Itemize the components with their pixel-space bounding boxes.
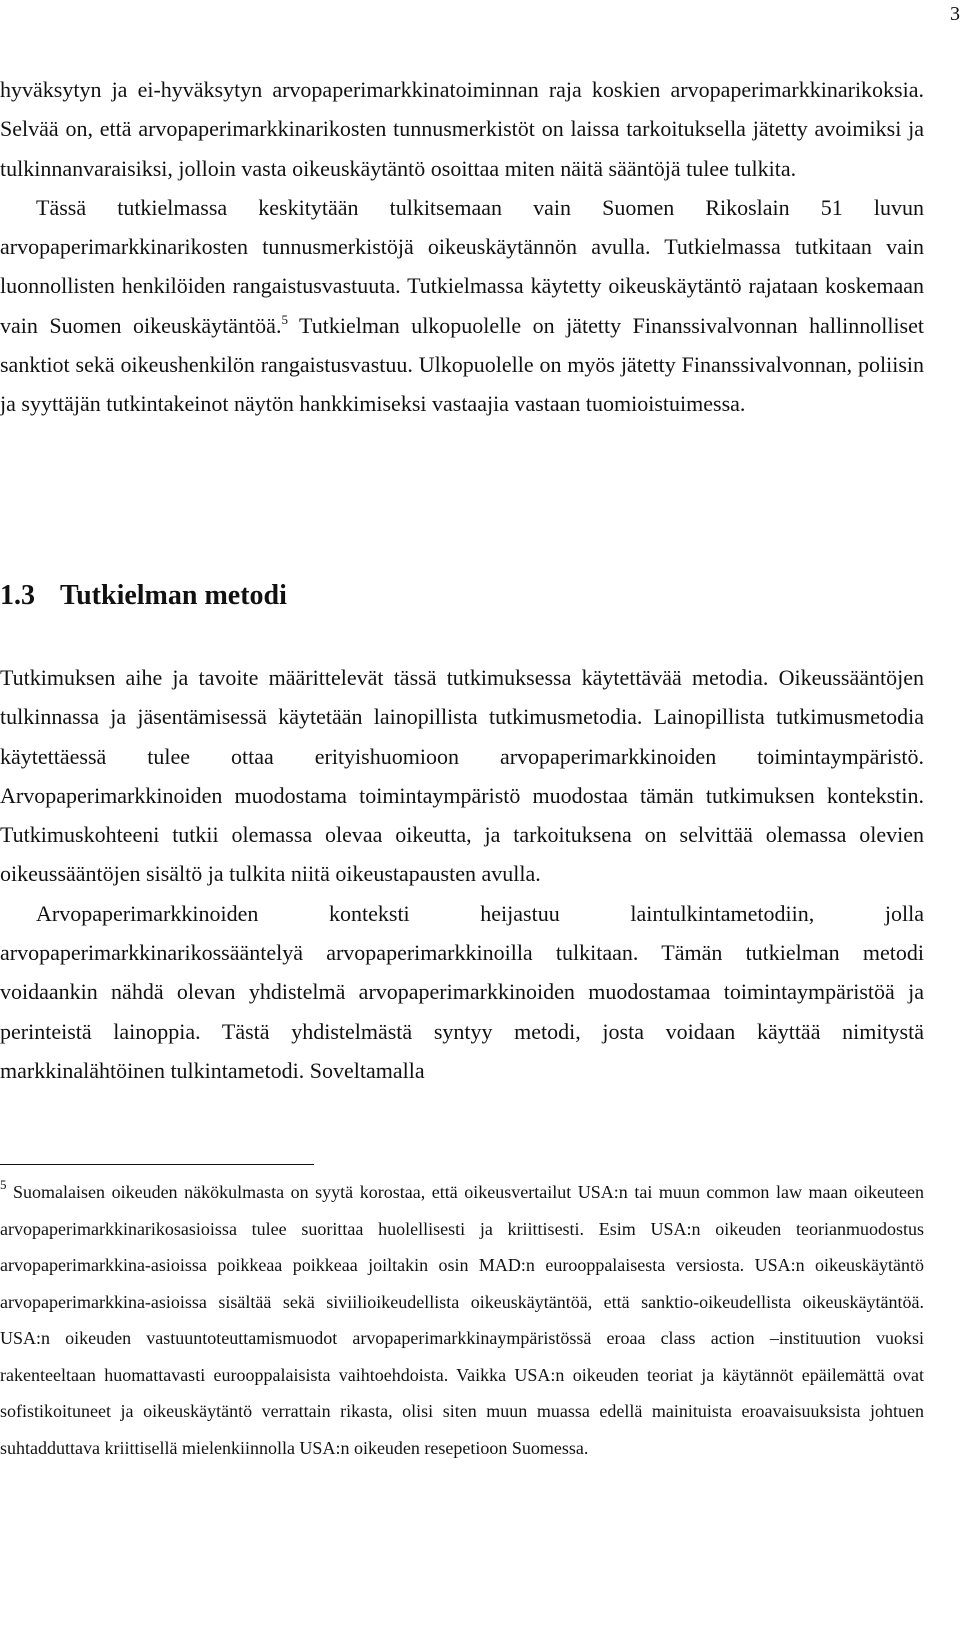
page-number: 3 (950, 3, 960, 25)
section-title: Tutkielman metodi (60, 580, 287, 611)
method-text-block (0, 658, 924, 1090)
intro-text-block (0, 70, 924, 424)
paragraph-scope-limits-text-a: Tässä tutkielmassa keskitytään tulkitsemaan vain Suomen Rikoslain 51 luvun arvopaperimarkkinarikosten tunnusmerkistöjä oikeuskäytännön avulla. Tutkielmassa tutkitaan vain luonnollisten henkilöiden rangaistusvastuuta. Tutkielmassa käytetty oikeuskäytäntö rajataan koskemaan vain Suomen oikeuskäytäntöä. (0, 194, 924, 338)
paragraph-method-2: Arvopaperimarkkinoiden konteksti heijastuu laintulkintametodiin, jolla arvopaperimarkkinarikossääntelyä arvopaperimarkkinoilla tulkitaan. Tämän tutkielman metodi voidaankin nähdä olevan yhdistelmä arvopaperimarkkinoiden muodostamaa toimintaympäristöä ja perinteistä lainoppia. Tästä yhdistelmästä syntyy metodi, josta voidaan käyttää nimitystä markkinalähtöinen tulkintametodi. Soveltamalla (0, 900, 924, 1083)
footnote-marker: 5 (0, 1177, 7, 1192)
paragraph-scope-limits (0, 188, 924, 424)
footnote-reference: 5 (281, 311, 288, 327)
footnote-text: Suomalaisen oikeuden näkökulmasta on syytä korostaa, että oikeusvertailut USA:n tai muun common law maan oikeuteen arvopaperimarkkinarikosasioissa tulee suorittaa huolellisesti ja kriittisesti. Esim USA:n oikeuden teorianmuodostus arvopaperimarkkina-asioissa poikkeaa poikkeaa joiltakin osin MAD:n eurooppalaisesta versiosta. USA:n oikeuskäytäntö arvopaperimarkkina-asioissa sisältää sekä siviilioikeudellista oikeuskäytäntöä, että sanktio-oikeudellista oikeuskäytäntöä. USA:n oikeuden vastuuntoteuttamismuodot arvopaperimarkkinaympäristössä eroaa class action –instituution vuoksi rakenteeltaan huomattavasti eurooppalaisista vaihtoehdoista. Vaikka USA:n oikeuden teoriat ja käytännöt epäilemättä ovat sofistikoituneet ja oikeuskäytäntö verrattain rikasta, olisi siten muun muassa edellä mainituista eroavaisuuksista johtuen suhtadduttava kriittisellä mielenkiinnolla USA:n oikeuden resepetioon Suomessa. (0, 1182, 924, 1458)
footnote (0, 1174, 924, 1466)
section-number: 1.3 (0, 580, 35, 611)
section-heading (0, 576, 287, 616)
paragraph-scope-intro: hyväksytyn ja ei-hyväksytyn arvopaperimarkkinatoiminnan raja koskien arvopaperimarkkinarikoksia. Selvää on, että arvopaperimarkkinarikosten tunnusmerkistöt on laissa tarkoituksella jätetty avoimiksi ja tulkinnanvaraisiksi, jolloin vasta oikeuskäytäntö osoittaa miten näitä sääntöjä tulee tulkita. (0, 77, 924, 181)
paragraph-scope-limits-text-b: Tutkielman ulkopuolelle on jätetty Finanssivalvonnan hallinnolliset sanktiot sekä oikeushenkilön rangaistusvastuu. Ulkopuolelle on myös jätetty Finanssivalvonnan, poliisin ja syyttäjän tutkintakeinot näytön hankkimiseksi vastaajia vastaan tuomioistuimessa. (0, 312, 924, 417)
footnote-separator (0, 1164, 314, 1165)
paragraph-method-1: Tutkimuksen aihe ja tavoite määrittelevät tässä tutkimuksessa käytettävää metodia. Oikeussääntöjen tulkinnassa ja jäsentämisessä käytetään lainopillista tutkimusmetodia. Lainopillista tutkimusmetodia käytettäessä tulee ottaa erityishuomioon arvopaperimarkkinoiden toimintaympäristö. Arvopaperimarkkinoiden muodostama toimintaympäristö muodostaa tämän tutkimuksen kontekstin. Tutkimuskohteeni tutkii olemassa olevaa oikeutta, ja tarkoituksena on selvittää olemassa olevien oikeussääntöjen sisältö ja tulkita niitä oikeustapausten avulla. (0, 665, 924, 887)
